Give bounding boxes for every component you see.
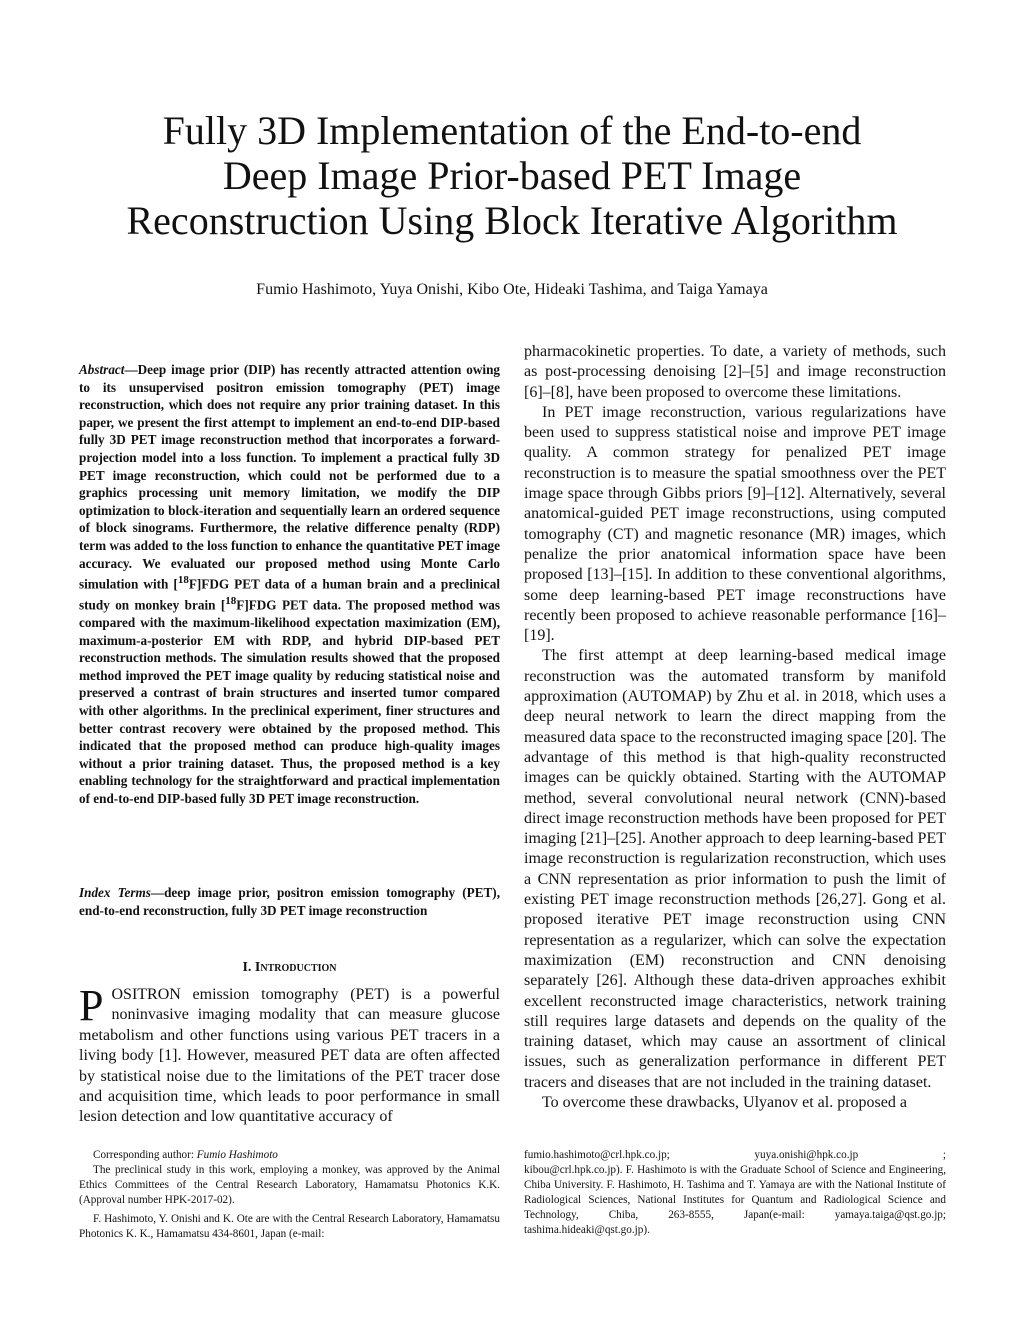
body-paragraph: The first attempt at deep learning-based medical image reconstruction was the automated transform by manifold approximation (AUTOMAP) by Zhu et al. in 2018, which uses a deep neural network to learn the direct mapping from the measured data space to the reconstructed imaging space [20]. The advantage of this method is that high-quality reconstructed images can be quickly obtained. Starting with the AUTOMAP method, several convolutional neural network (CNN)-based direct image reconstruction methods have been proposed for PET imaging [21]–[25]. Another approach to deep learning-based PET image reconstruction is regularization reconstruction, which uses a CNN representation as prior information to push the limit of existing PET image reconstruction methods [26,27]. Gong et al. proposed iterative PET image reconstruction using CNN representation as a regularizer, which can solve the expectation maximization (EM) reconstruction and CNN denoising separately [26]. Although these data-driven approaches exhibit excellent reconstructed image characteristics, network training still requires large datasets and depends on the quality of the training dataset, which may cause an assortment of clinical issues, such as generalization performance in different PET tracers and diseases that are not included in the training dataset.: [524, 647, 946, 1091]
email-link[interactable]: fumio.hashimoto@crl.hpk.co.jp;: [524, 1149, 670, 1161]
corresponding-author-name: Fumio Hashimoto: [196, 1149, 278, 1161]
body-paragraph: pharmacokinetic properties. To date, a variety of methods, such as post-processing denoising [2]–[5] and image reconstruction [6]–[8], have been proposed to overcome these limitations.: [524, 343, 946, 401]
isotope-superscript: 18: [225, 595, 237, 608]
email-separator: ;: [942, 1149, 946, 1161]
abstract-label: Abstract: [79, 362, 125, 377]
footnote-paragraph: F. Hashimoto, Y. Onishi and K. Ote are with the Central Research Laboratory, Hamamatsu Photonics K. K., Hamamatsu 434-8601, Japan (e-mail:: [79, 1213, 500, 1240]
abstract: Abstract—Deep image prior (DIP) has recently attracted attention owing to its unsupervised positron emission tomography (PET) image reconstruction, which does not require any prior training dataset. In this paper, we present the first attempt to implement an end-to-end DIP-based fully 3D PET image reconstruction method that incorporates a forward-projection model into a loss function. To implement a practical fully 3D PET image reconstruction, which could not be performed due to a graphics processing unit memory limitation, we modify the DIP optimization to block-iteration and sequentially learn an ordered sequence of block sinograms. Furthermore, the relative difference penalty (RDP) term was added to the loss function to enhance the quantitative PET image accuracy. We evaluated our proposed method using Monte Carlo simulation with [$^{18}$F]FDG PET data of a human brain and a preclinical study on monkey brain [$^{18}$F]FDG PET data. The proposed method was compared with the maximum-likelihood expectation maximization (EM), maximum-a-posterior EM with RDP, and hybrid DIP-based PET reconstruction methods. The simulation results showed that the proposed method improved the PET image quality by reducing statistical noise and preserved a contrast of brain structures and inserted tumor compared with other algorithms. In the preclinical experiment, finer structures and better contrast recovery were obtained by the proposed method. This indicated that the proposed method can produce high-quality images without a prior training dataset. Thus, the proposed method is a key enabling technology for the straightforward and practical implementation of end-to-end DIP-based fully 3D PET image reconstruction.: [79, 362, 500, 807]
abstract-text: F]FDG PET data of a human brain and a preclinical study on monkey brain [: [79, 576, 500, 613]
paper-title: [60, 108, 964, 243]
email-link[interactable]: yuya.onishi@hpk.co.jp: [754, 1149, 859, 1161]
section-heading-introduction: I. Introduction: [242, 960, 337, 975]
abstract-text: Deep image prior (DIP) has recently attracted attention owing to its unsupervised positron emission tomography (PET) image reconstruction, which does not require any prior training dataset. In this paper, we present the first attempt to implement an end-to-end DIP-based fully 3D PET image reconstruction method that incorporates a forward-projection model into a loss function. To implement a practical fully 3D PET image reconstruction, which could not be performed due to a graphics processing unit memory limitation, we modify the DIP optimization to block-iteration and sequentially learn an ordered sequence of block sinograms. Furthermore, the relative difference penalty (RDP) term was added to the loss function to enhance the quantitative PET image accuracy. We evaluated our proposed method using Monte Carlo simulation with [: [79, 362, 500, 592]
introduction-paragraph: [79, 981, 500, 1128]
abstract-text: F]FDG PET data. The proposed method was compared with the maximum-likelihood expectation maximization (EM), maximum-a-posterior EM with RDP, and hybrid DIP-based PET reconstruction methods. The simulation results showed that the proposed method improved the PET image quality by reducing statistical noise and preserved a contrast of brain structures and inserted tumor compared with other algorithms. In the preclinical experiment, finer structures and better contrast recovery were obtained by the proposed method. This indicated that the proposed method can produce high-quality images without a prior training dataset. Thus, the proposed method is a key enabling technology for the straightforward and practical implementation of end-to-end DIP-based fully 3D PET image reconstruction.: [79, 597, 500, 807]
email-row: [524, 1148, 946, 1163]
introduction-text: OSITRON emission tomography (PET) is a powerful noninvasive imaging modality that can measure glucose metabolism and other functions using various PET tracers in a living body [1]. However, measured PET data are often affected by statistical noise due to the limitations of the PET tracer dose and acquisition time, which leads to poor performance in small lesion detection and low quantitative accuracy of: [79, 986, 500, 1126]
index-terms-text: deep image prior, positron emission tomography (PET), end-to-end reconstruction, fully 3D PET image reconstruction: [79, 885, 500, 918]
title-line: Fully 3D Implementation of the End-to-end: [162, 108, 862, 153]
index-terms-label: Index Terms: [79, 885, 151, 900]
right-column: [524, 342, 946, 1113]
drop-cap: P: [79, 981, 104, 1030]
isotope-superscript: 18: [177, 574, 189, 587]
corresponding-author: Corresponding author: Fumio Hashimoto: [93, 1149, 278, 1161]
title-line: Deep Image Prior-based PET Image: [222, 153, 802, 198]
index-terms: Index Terms—deep image prior, positron emission tomography (PET), end-to-end reconstruction, fully 3D PET image reconstruction: [79, 885, 500, 918]
footnote-left: [79, 1148, 500, 1242]
body-paragraph: To overcome these drawbacks, Ulyanov et al. proposed a: [542, 1093, 907, 1111]
title-line: Reconstruction Using Block Iterative Algorithm: [126, 198, 898, 243]
body-paragraph: In PET image reconstruction, various regularizations have been used to suppress statistical noise and improve PET image quality. A common strategy for penalized PET image reconstruction is to measure the spatial smoothness over the PET image space through Gibbs priors [9]–[12]. Alternatively, several anatomical-guided PET image reconstructions, using computed tomography (CT) and magnetic resonance (MR) images, which penalize the prior anatomical information space have been proposed [13]–[15]. In addition to these conventional algorithms, some deep learning-based PET image reconstructions have recently been proposed to achieve reasonable performance [16]–[19].: [524, 403, 946, 645]
author-list: Fumio Hashimoto, Yuya Onishi, Kibo Ote, Hideaki Tashima, and Taiga Yamaya: [256, 281, 768, 298]
footnote-paragraph: kibou@crl.hpk.co.jp). F. Hashimoto is with the Graduate School of Science and Engineering, Chiba University. F. Hashimoto, H. Tashima and T. Yamaya are with the National Institute of Radiological Sciences, National Institutes for Quantum and Radiological Science and Technology, Chiba, 263-8555, Japan(e-mail: yamaya.taiga@qst.go.jp; tashima.hideaki@qst.go.jp).: [524, 1164, 946, 1236]
footnote-right: [524, 1148, 946, 1238]
footnote-paragraph: The preclinical study in this work, employing a monkey, was approved by the Animal Ethics Committees of the Central Research Laboratory, Hamamatsu Photonics K.K. (Approval number HPK-2017-02).: [79, 1164, 500, 1206]
